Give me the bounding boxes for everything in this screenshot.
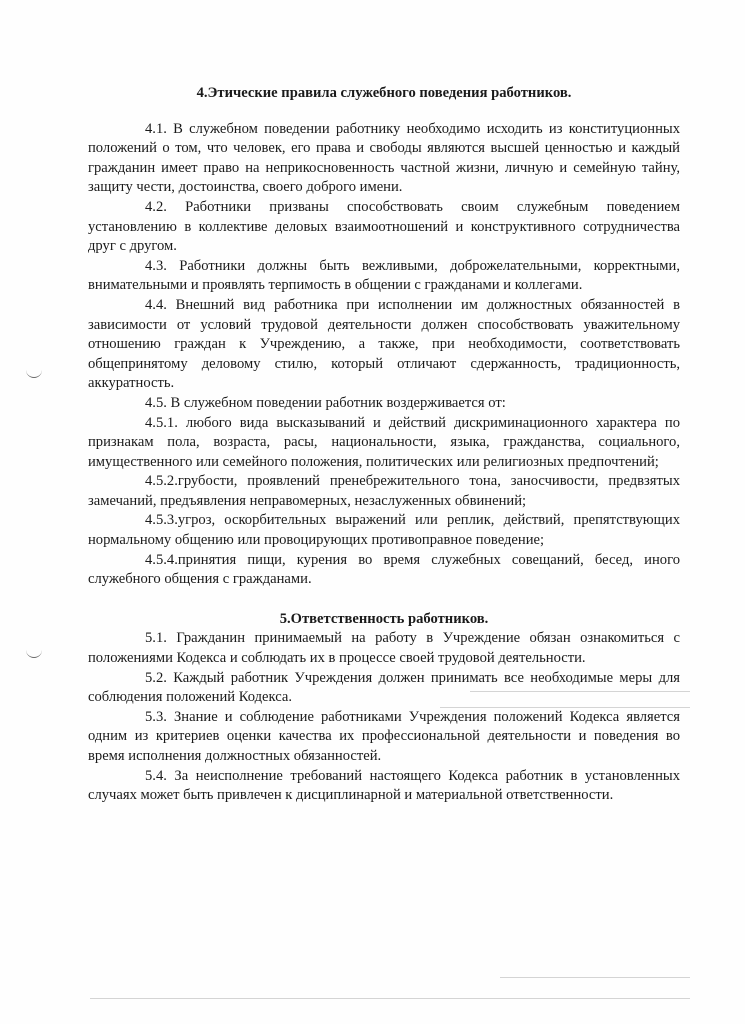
paragraph-4-5-2: 4.5.2.грубости, проявлений пренебрежительного тона, заносчивости, предвзятых замечаний, предъявления неправомерных, незаслуженных обвинений; [88, 473, 680, 509]
paragraph-4-5-1: 4.5.1. любого вида высказываний и действий дискриминационного характера по признакам пола, возраста, расы, национальности, языка, гражданства, социального, имущественного или семейного положения, политических или религиозных предпочтений; [88, 414, 680, 470]
bleed-through-line [500, 977, 690, 978]
section-4-title: 4.Этические правила служебного поведения работников. [196, 85, 572, 101]
paragraph-5-1: 5.1. Гражданин принимаемый на работу в Учреждение обязан ознакомиться с положениями Кодекса и соблюдать их в процессе своей трудовой деятельности. [88, 630, 680, 667]
paragraph-4-5-4: 4.5.4.принятия пищи, курения во время служебных совещаний, бесед, иного служебного общения с гражданами. [88, 551, 680, 588]
paragraph-5-4: 5.4. За неисполнение требований настоящего Кодекса работник в установленных случаях может быть привлечен к дисциплинарной и материальной ответственности. [88, 767, 680, 804]
paragraph-4-5-3: 4.5.3.угроз, оскорбительных выражений или реплик, действий, препятствующих нормальному общению или провоцирующих противоправное поведение; [88, 512, 680, 549]
bleed-through-line [90, 998, 690, 999]
section-5-title: 5.Ответственность работников. [279, 610, 489, 627]
paragraph-4-5: 4.5. В служебном поведении работник воздерживается от: [145, 394, 506, 411]
paragraph-4-1: 4.1. В служебном поведении работнику необходимо исходить из конституционных положений о том, что человек, его права и свободы являются высшей ценностью и каждый гражданин имеет право на неприкосновенность частной жизни, личную и семейную тайну, защиту чести, достоинства, своего доброго имени. [88, 120, 680, 196]
paragraph-4-3: 4.3. Работники должны быть вежливыми, доброжелательными, корректными, внимательными и проявлять терпимость в общении с гражданами и коллегами. [88, 257, 680, 294]
paragraph-4-2: 4.2. Работники призваны способствовать своим служебным поведением установлению в коллективе деловых взаимоотношений и конструктивного сотрудничества друг с другом. [88, 198, 680, 255]
binder-hole-mark [26, 650, 42, 658]
binder-hole-mark [26, 370, 42, 378]
paragraph-5-3: 5.3. Знание и соблюдение работниками Учреждения положений Кодекса является одним из критериев оценки качества их профессиональной деятельности и поведения во время исполнения должностных обязанностей. [88, 708, 680, 764]
paragraph-5-2: 5.2. Каждый работник Учреждения должен принимать все необходимые меры для соблюдения положений Кодекса. [88, 669, 680, 706]
paragraph-4-4: 4.4. Внешний вид работника при исполнении им должностных обязанностей в зависимости от условий трудовой деятельности должен способствовать уважительному отношению граждан к Учреждению, а также, при необходимости, соответствовать общепринятому деловому стилю, который отличают сдержанность, традиционность, аккуратность. [88, 296, 680, 392]
document-body [88, 84, 680, 806]
